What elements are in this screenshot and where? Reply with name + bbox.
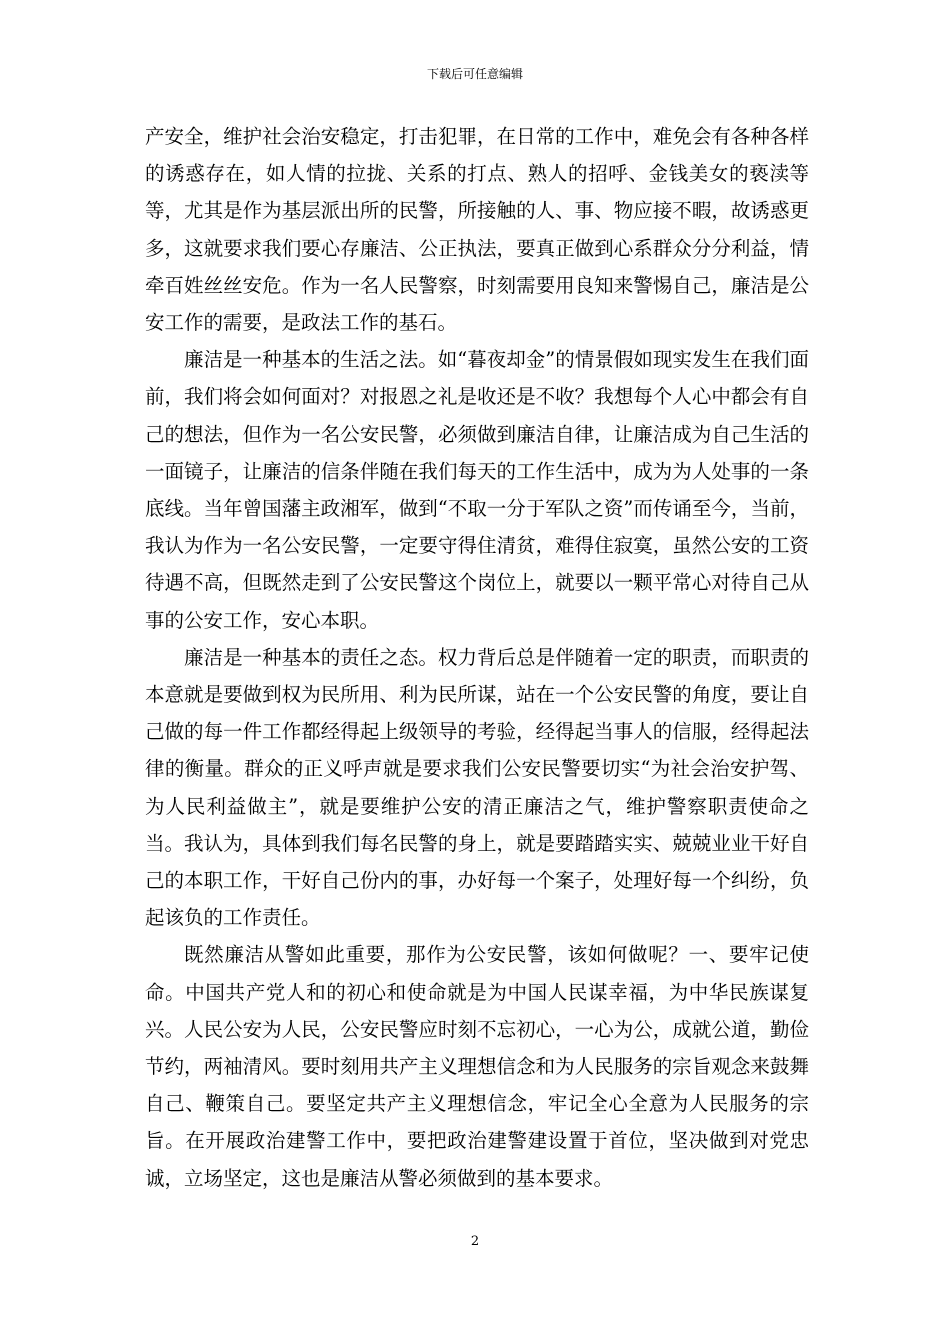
paragraph-continuation: 产安全，维护社会治安稳定，打击犯罪，在日常的工作中，难免会有各种各样的诱惑存在，如人情的拉拢、关系的打点、熟人的招呼、金钱美女的亵渎等等，尤其是作为基层派出所的民警，所接触的人、事、物应接不暇，故诱惑更多，这就要求我们要心存廉洁、公正执法，要真正做到心系群众分分利益，情牵百姓丝丝安危。作为一名人民警察，时刻需要用良知来警惕自己，廉洁是公安工作的需要，是政法工作的基石。 <box>145 125 809 335</box>
document-body <box>145 118 809 1197</box>
paragraph-responsibility: 廉洁是一种基本的责任之态。权力背后总是伴随着一定的职责，而职责的本意就是要做到权为民所用、利为民所谋，站在一个公安民警的角度，要让自己做的每一件工作都经得起上级领导的考验，经得起当事人的信服，经得起法律的衡量。群众的正义呼声就是要求我们公安民警要切实“为社会治安护驾、为人民利益做主”，就是要维护公安的清正廉洁之气，维护警察职责使命之当。我认为，具体到我们每名民警的身上，就是要踏踏实实、兢兢业业干好自己的本职工作，干好自己份内的事，办好每一个案子，处理好每一个纠纷，负起该负的工作责任。 <box>145 645 809 930</box>
paragraph-life-principle: 廉洁是一种基本的生活之法。如“暮夜却金”的情景假如现实发生在我们面前，我们将会如何面对？对报恩之礼是收还是不收？我想每个人心中都会有自己的想法，但作为一名公安民警，必须做到廉洁自律，让廉洁成为自己生活的一面镜子，让廉洁的信条伴随在我们每天的工作生活中，成为为人处事的一条底线。当年曾国藩主政湘军，做到“不取一分于军队之资”而传诵至今，当前，我认为作为一名公安民警，一定要守得住清贫，难得住寂寞，虽然公安的工资待遇不高，但既然走到了公安民警这个岗位上，就要以一颗平常心对待自己从事的公安工作，安心本职。 <box>145 348 809 632</box>
page-number: 2 <box>470 1234 480 1249</box>
page-header: 下载后可任意编辑 <box>426 67 523 81</box>
paragraph-how-to: 既然廉洁从警如此重要，那作为公安民警，该如何做呢？一、要牢记使命。中国共产党人和的初心和使命就是为中国人民谋幸福，为中华民族谋复兴。人民公安为人民，公安民警应时刻不忘初心，一心为公，成就公道，勤俭节约，两袖清风。要时刻用共产主义理想信念和为人民服务的宗旨观念来鼓舞自己、鞭策自己。要坚定共产主义理想信念，牢记全心全意为人民服务的宗旨。在开展政治建警工作中，要把政治建警建设置于首位，坚决做到对党忠诚，立场坚定，这也是廉洁从警必须做到的基本要求。 <box>145 943 809 1190</box>
